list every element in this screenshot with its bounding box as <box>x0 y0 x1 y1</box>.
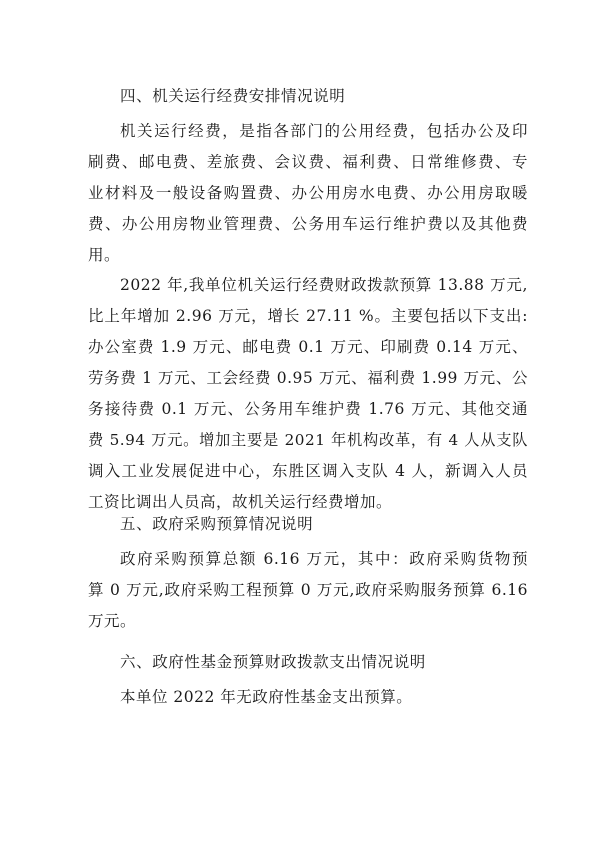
section-6-paragraph <box>88 682 528 713</box>
paragraph-line: 政府采购预算总额 6.16 万元，其中：政府采购货物预 <box>120 550 528 568</box>
paragraph-line: 工资比调出人员高，故机关运行经费增加。 <box>88 493 393 511</box>
paragraph-line: 业材料及一般设备购置费、办公用房水电费、办公用房取暖 <box>88 184 528 202</box>
paragraph-line: 劳务费 1 万元、工会经费 0.95 万元、福利费 1.99 万元、公 <box>88 369 528 387</box>
paragraph-line: 办公室费 1.9 万元、邮电费 0.1 万元、印刷费 0.14 万元、 <box>88 338 528 356</box>
paragraph-line: 本单位 2022 年无政府性基金支出预算。 <box>120 688 413 706</box>
paragraph-line: 调入工业发展促进中心，东胜区调入支队 4 人，新调入人员 <box>88 462 528 480</box>
paragraph-line: 机关运行经费，是指各部门的公用经费，包括办公及印 <box>120 122 528 140</box>
paragraph-line: 万元。 <box>88 612 137 630</box>
paragraph-line: 比上年增加 2.96 万元，增长 27.11 %。主要包括以下支出: <box>88 307 528 325</box>
section-4-budget-paragraph <box>88 270 528 518</box>
section-4-definition-paragraph <box>88 116 528 271</box>
section-5-heading: 五、政府采购预算情况说明 <box>120 515 314 533</box>
section-5-paragraph <box>88 544 528 637</box>
paragraph-line: 费、办公用房物业管理费、公务用车运行维护费以及其他费 <box>88 215 528 233</box>
paragraph-line: 用。 <box>88 246 121 264</box>
section-4-heading: 四、机关运行经费安排情况说明 <box>120 87 346 105</box>
paragraph-line: 费 5.94 万元。增加主要是 2021 年机构改革，有 4 人从支队 <box>88 431 528 449</box>
paragraph-line: 2022 年,我单位机关运行经费财政拨款预算 13.88 万元, <box>120 276 528 294</box>
paragraph-line: 刷费、邮电费、差旅费、会议费、福利费、日常维修费、专 <box>88 153 528 171</box>
paragraph-line: 算 0 万元,政府采购工程预算 0 万元,政府采购服务预算 6.16 <box>88 581 528 599</box>
section-6-heading: 六、政府性基金预算财政拨款支出情况说明 <box>120 653 426 671</box>
paragraph-line: 务接待费 0.1 万元、公务用车维护费 1.76 万元、其他交通 <box>88 400 528 418</box>
